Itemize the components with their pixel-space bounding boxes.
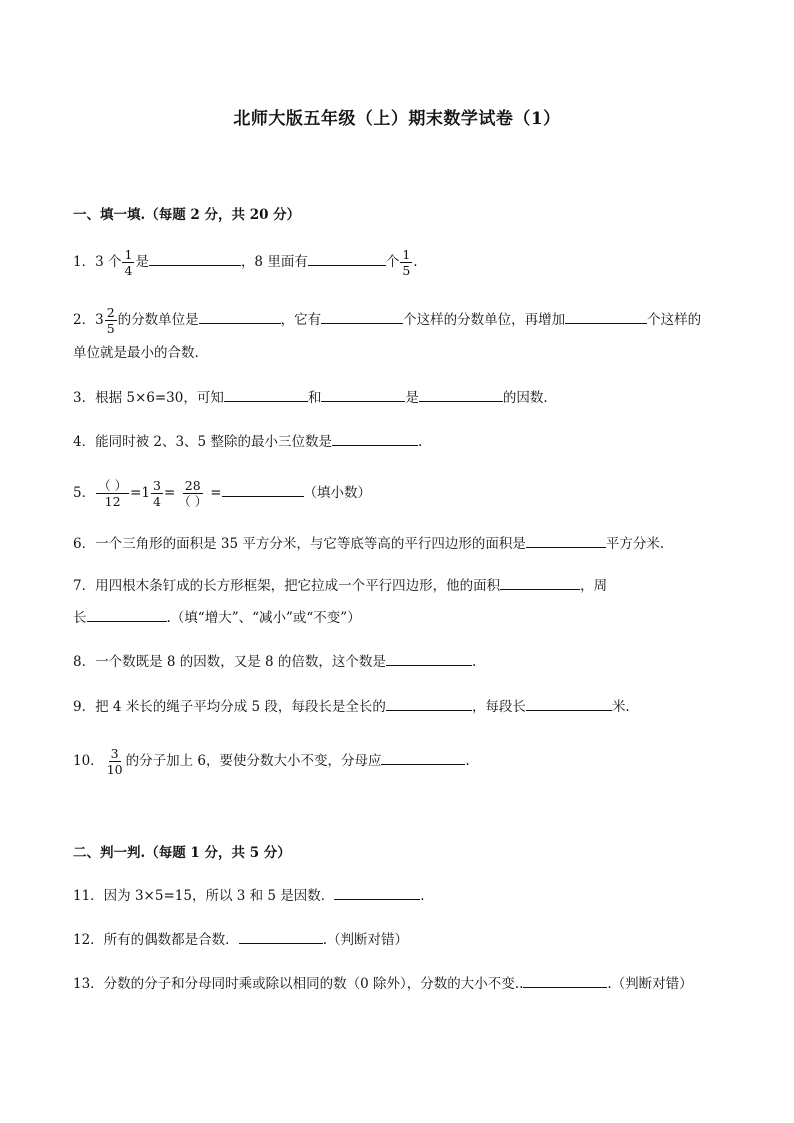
- section-heading-judge: 二、判一判.（每题 1 分，共 5 分）: [73, 845, 291, 861]
- page-title: 北师大版五年级（上）期末数学试卷（1）: [233, 109, 561, 129]
- answer-blank[interactable]: [381, 750, 465, 765]
- answer-blank[interactable]: [199, 309, 281, 324]
- question-4: 4．能同时被 2、3、5 整除的最小三位数是 .: [73, 431, 422, 452]
- fraction: $\frac{3}{4}$: [152, 478, 161, 509]
- answer-blank[interactable]: [419, 387, 503, 402]
- answer-blank[interactable]: [386, 651, 472, 666]
- section-heading-fill: 一、填一填.（每题 2 分，共 20 分）: [73, 207, 301, 223]
- answer-blank[interactable]: [222, 482, 304, 497]
- answer-blank[interactable]: [321, 309, 403, 324]
- answer-blank[interactable]: [321, 387, 405, 402]
- answer-blank[interactable]: [334, 885, 420, 900]
- question-5: 5． $\frac{( )}{12}$ =1 $\frac{3}{4}$ = $\frac{28}{( )}$ = （填小数）: [73, 478, 372, 509]
- answer-blank[interactable]: [565, 309, 647, 324]
- question-3: 3．根据 5×6=30，可知 和 是 的因数.: [73, 387, 548, 408]
- fraction: $\frac{1}{5}$: [402, 247, 411, 278]
- answer-blank[interactable]: [386, 696, 472, 711]
- fraction: $\frac{( )}{12}$: [98, 478, 128, 509]
- fraction: $\frac{1}{4}$: [124, 247, 133, 278]
- answer-blank[interactable]: [149, 251, 241, 266]
- fraction: $\frac{3}{10}$: [106, 746, 123, 777]
- answer-blank[interactable]: [332, 431, 418, 446]
- answer-blank[interactable]: [87, 607, 167, 622]
- question-2-line-2: 单位就是最小的合数.: [73, 345, 199, 361]
- answer-blank[interactable]: [523, 973, 607, 988]
- question-6: 6．一个三角形的面积是 35 平方分米，与它等底等高的平行四边形的面积是 平方分米.: [73, 533, 664, 554]
- question-8: 8．一个数既是 8 的因数，又是 8 的倍数，这个数是 .: [73, 651, 476, 672]
- question-7-line-2: 长 .（填“增大”、“减小”或“不变”）: [73, 607, 361, 628]
- question-9: 9．把 4 米长的绳子平均分成 5 段，每段长是全长的 ，每段长 米.: [73, 696, 630, 717]
- question-2: 2．3 $\frac{2}{5}$ 的分数单位是 ，它有 个这样的分数单位，再增加 个这样的: [73, 305, 702, 336]
- question-12: 12．所有的偶数都是合数． .（判断对错）: [73, 929, 408, 950]
- question-13: 13．分数的分子和分母同时乘或除以相同的数（0 除外），分数的大小不变.. .（判断对错）: [73, 973, 693, 994]
- question-10: 10． $\frac{3}{10}$ 的分子加上 6，要使分数大小不变，分母应 .: [73, 746, 470, 777]
- answer-blank[interactable]: [500, 575, 580, 590]
- fraction: $\frac{2}{5}$: [106, 305, 115, 336]
- answer-blank[interactable]: [526, 533, 606, 548]
- question-1: 1．3 个 $\frac{1}{4}$ 是 ，8 里面有 个 $\frac{1}{5}$ .: [73, 247, 418, 278]
- answer-blank[interactable]: [224, 387, 308, 402]
- answer-blank[interactable]: [526, 696, 612, 711]
- fraction: $\frac{28}{( )}$: [178, 478, 208, 509]
- answer-blank[interactable]: [239, 929, 323, 944]
- question-7: 7．用四根木条钉成的长方形框架，把它拉成一个平行四边形，他的面积 ，周: [73, 575, 607, 596]
- question-11: 11．因为 3×5=15，所以 3 和 5 是因数． .: [73, 885, 425, 906]
- answer-blank[interactable]: [308, 251, 386, 266]
